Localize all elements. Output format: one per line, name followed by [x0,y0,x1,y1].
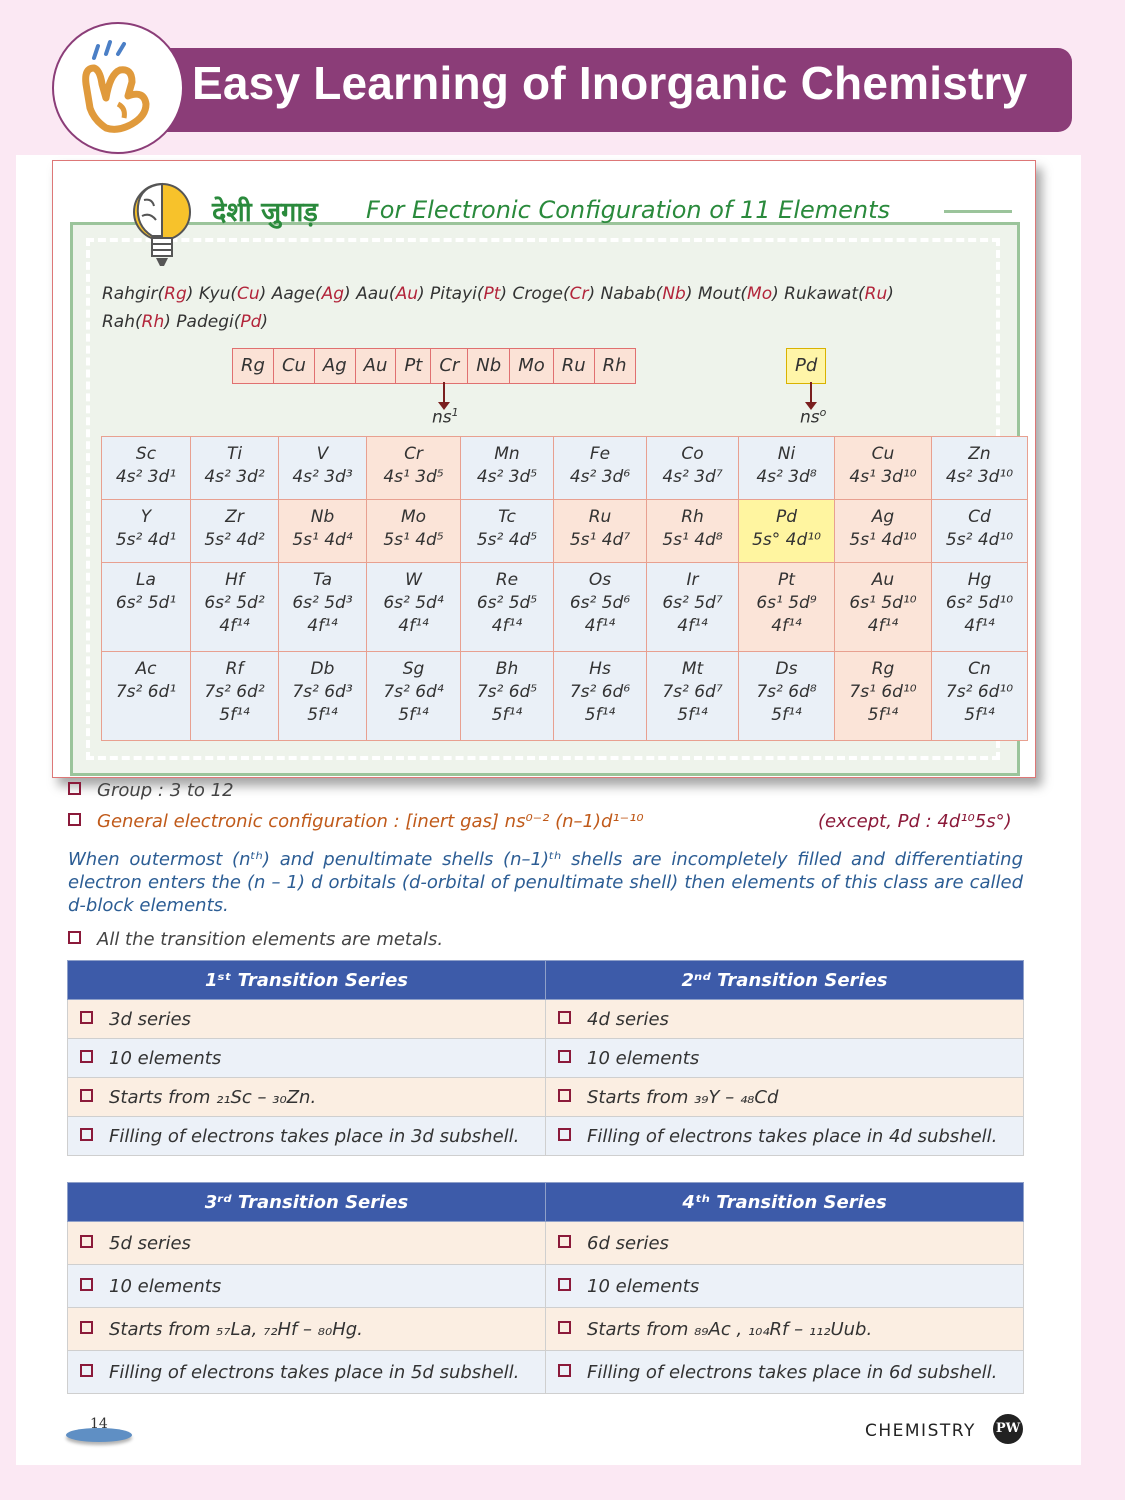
element-cell [554,563,647,652]
element-inner: 4f¹⁴ [219,616,250,636]
mnemonic-word: Croge [512,284,563,304]
mnemonic-word: Mout [697,284,741,304]
mnemonic-element: Ru [864,284,888,304]
element-conf: 7s² 6d² [204,682,265,702]
element-sym: Fe [589,444,611,464]
bullet-general-config: General electronic configuration : [inert gas] ns⁰⁻² (n–1)d¹⁻¹⁰ [68,811,644,832]
element-conf: 6s² 5d¹ [115,593,177,613]
element-inner: 5f¹⁴ [307,705,338,725]
series-text: 10 elements [587,1275,700,1297]
element-sym: Rh [681,507,704,527]
checkbox-icon [80,1235,93,1248]
element-cell [279,652,367,741]
series-cell [68,1000,546,1039]
element-sym: Mt [681,659,704,679]
series-text: 10 elements [109,1275,222,1297]
strip-element: Pt [396,349,431,383]
element-cell [932,500,1028,563]
element-cell [191,652,279,741]
ns0-element-strip [786,348,826,382]
trick-hindi-heading: देशी जुगाड़ [212,197,318,228]
element-sym: Ni [777,444,796,464]
checkbox-icon [558,1011,571,1024]
element-cell [102,500,191,563]
element-cell [554,500,647,563]
element-cell [191,500,279,563]
mnemonic-element: Mo [747,284,773,304]
strip-element: Rh [595,349,635,383]
element-sym: Ti [226,444,243,464]
mnemonic-word: Aage [271,284,315,304]
subject-label: CHEMISTRY [865,1421,976,1441]
series-cell [546,1351,1024,1394]
series-cell [546,1039,1024,1078]
mnemonic-word: Aau [356,284,389,304]
element-cell [102,563,191,652]
checkbox-icon [558,1128,571,1141]
element-conf: 6s² 5d² [204,593,265,613]
series-text: 5d series [109,1232,191,1254]
hand-logo-icon [52,22,184,154]
checkbox-icon [68,931,81,944]
element-cell [932,437,1028,500]
mnemonic-element: Rh [141,312,165,332]
series-cell [546,1222,1024,1265]
series-text: Filling of electrons takes place in 5d subshell. [109,1361,520,1383]
element-conf: 5s² 4d¹ [115,530,177,550]
element-conf: 7s¹ 6d¹⁰ [849,682,917,702]
series-text: 3d series [109,1008,191,1030]
series-cell [68,1222,546,1265]
checkbox-icon [80,1278,93,1291]
mnemonic-element: Au [395,284,418,304]
series-cell [546,1308,1024,1351]
element-conf: 4s² 3d⁶ [569,467,631,487]
element-cell [279,500,367,563]
series-text: 10 elements [109,1047,222,1069]
checkbox-icon [80,1089,93,1102]
checkbox-icon [80,1011,93,1024]
element-inner: 4f¹⁴ [584,616,616,636]
element-cell [279,437,367,500]
element-conf: 5s¹ 4d⁵ [383,530,444,550]
element-cell [102,652,191,741]
d-block-definition: When outermost (nᵗʰ) and penultimate shells (n–1)ᵗʰ shells are incompletely filled and differentiating electron enters the (n – 1) d orbitals (d-orbital of penultimate shell) then elements of this class are called d-block elements. [68,849,1023,916]
mnemonic-line-1: Rahgir(Rg) Kyu(Cu) Aage(Ag) Aau(Au) Pitayi(Pt) Croge(Cr) Nabab(Nb) Mout(Mo) Rukawat(Ru) [102,284,894,304]
element-inner: 4f¹⁴ [307,616,338,636]
transition-series-table-3-4 [67,1182,1024,1394]
series-header: 2ⁿᵈ Transition Series [546,961,1024,1000]
strip-element: Cr [431,349,468,383]
element-sym: Bh [495,659,519,679]
transition-series-table-1-2 [67,960,1024,1156]
element-cell [554,437,647,500]
series-text: Filling of electrons takes place in 3d subshell. [109,1125,520,1147]
element-conf: 4s² 3d⁷ [662,467,723,487]
ns1-element-strip [232,348,636,384]
element-cell [647,500,739,563]
element-inner: 4f¹⁴ [677,616,708,636]
element-inner: 4f¹⁴ [964,616,995,636]
element-conf: 6s² 5d⁵ [476,593,538,613]
series-text: Starts from ₃₉Y – ₄₈Cd [587,1086,779,1108]
strip-element: Pd [786,348,826,384]
element-inner: 5f¹⁴ [584,705,616,725]
checkbox-icon [558,1089,571,1102]
mnemonic-word: Rahgir [102,284,158,304]
series-cell [68,1039,546,1078]
element-cell [739,652,835,741]
element-conf: 7s² 6d⁸ [756,682,817,702]
mnemonic-word: Padegi [176,312,234,332]
element-conf: 4s² 3d⁸ [756,467,817,487]
checkbox-icon [68,782,81,795]
bullet-group: Group : 3 to 12 [68,780,234,801]
element-sym: Ac [135,659,157,679]
checkbox-icon [80,1364,93,1377]
mnemonic-element: Nb [662,284,686,304]
mnemonic-element: Cu [236,284,260,304]
element-sym: Co [681,444,704,464]
element-sym: V [316,444,329,464]
checkbox-icon [558,1364,571,1377]
checkbox-icon [68,813,81,826]
element-cell [191,563,279,652]
mnemonic-element: Ag [321,284,345,304]
element-cell [835,437,932,500]
strip-element: Ag [315,349,356,383]
series-cell [546,1117,1024,1156]
element-conf: 7s² 6d⁴ [383,682,444,702]
element-sym: Ds [775,659,798,679]
series-cell [546,1000,1024,1039]
series-cell [68,1265,546,1308]
element-conf: 6s² 5d⁷ [662,593,723,613]
element-conf: 6s² 5d⁶ [569,593,631,613]
element-conf: 5s² 4d⁵ [476,530,538,550]
element-cell [647,437,739,500]
element-sym: Cn [968,659,991,679]
element-conf: 7s² 6d¹⁰ [945,682,1014,702]
mnemonic-element: Cr [569,284,589,304]
element-cell [367,500,461,563]
series-header: 1ˢᵗ Transition Series [68,961,546,1000]
checkbox-icon [558,1278,571,1291]
element-cell [367,652,461,741]
element-sym: Hf [225,570,244,590]
element-cell [835,652,932,741]
title-rule-left [72,222,106,225]
element-sym: Pd [775,507,798,527]
strip-element: Ru [554,349,595,383]
element-inner: 5f¹⁴ [867,705,899,725]
page-number: 14 [90,1416,108,1432]
series-text: Starts from ₅₇La, ₇₂Hf – ₈₀Hg. [109,1318,363,1340]
ns1-arrow [443,382,445,404]
element-sym: Ag [871,507,895,527]
mnemonic-line-2: Rah(Rh) Padegi(Pd) [102,312,269,332]
series-header: 4ᵗʰ Transition Series [546,1183,1024,1222]
series-cell [68,1078,546,1117]
mnemonic-word: Kyu [198,284,231,304]
element-inner: 4f¹⁴ [771,616,802,636]
page-title: Easy Learning of Inorganic Chemistry [192,57,1028,109]
element-cell [647,563,739,652]
element-sym: Au [871,570,895,590]
element-cell [461,563,554,652]
ns1-label: $ns^1$ [432,406,459,428]
element-cell [367,563,461,652]
element-conf: 7s² 6d³ [292,682,353,702]
mnemonic-element: Pt [483,284,501,304]
element-sym: Rg [871,659,895,679]
mnemonic-element: Pd [240,312,262,332]
element-cell [461,500,554,563]
ns0-arrow [810,382,812,404]
series-cell [68,1117,546,1156]
mnemonic-text [102,280,982,336]
series-text: Starts from ₈₉Ac , ₁₀₄Rf – ₁₁₂Uub. [587,1318,873,1340]
element-inner: 5f¹⁴ [964,705,995,725]
element-cell [739,563,835,652]
mnemonic-word: Pitayi [430,284,477,304]
bullet-metals: All the transition elements are metals. [68,929,443,950]
element-conf: 5s² 4d² [204,530,265,550]
element-inner: 5f¹⁴ [491,705,523,725]
element-inner: 4f¹⁴ [398,616,429,636]
element-sym: Sc [135,444,157,464]
element-conf: 6s¹ 5d¹⁰ [849,593,917,613]
element-conf: 7s² 6d⁷ [662,682,723,702]
element-sym: Cu [871,444,895,464]
element-sym: Zn [968,444,991,464]
element-sym: Hg [967,570,992,590]
element-cell [554,652,647,741]
element-sym: Cr [404,444,423,464]
ns0-label: $ns^o$ [800,406,827,428]
element-inner: 5f¹⁴ [771,705,802,725]
element-inner: 5f¹⁴ [677,705,708,725]
element-cell [932,563,1028,652]
mnemonic-element: Rg [164,284,187,304]
element-conf: 4s¹ 3d⁵ [383,467,444,487]
checkbox-icon [80,1321,93,1334]
series-cell [68,1351,546,1394]
element-cell [461,437,554,500]
element-conf: 5s¹ 4d⁴ [292,530,353,550]
element-sym: Pt [778,570,795,590]
element-conf: 4s² 3d¹ [115,467,177,487]
element-conf: 4s² 3d² [204,467,265,487]
brain-bulb-icon [122,176,202,276]
element-sym: Cd [968,507,991,527]
strip-element: Au [356,349,397,383]
element-inner: 5f¹⁴ [398,705,429,725]
element-sym: Zr [225,507,244,527]
series-text: 6d series [587,1232,669,1254]
mnemonic-word: Nabab [600,284,656,304]
element-inner: 5f¹⁴ [219,705,250,725]
trick-title: For Electronic Configuration of 11 Elements [366,196,891,224]
strip-element: Nb [468,349,510,383]
series-text: 4d series [587,1008,669,1030]
series-text: Starts from ₂₁Sc – ₃₀Zn. [109,1086,317,1108]
checkbox-icon [558,1321,571,1334]
element-sym: Ir [686,570,699,590]
element-cell [835,500,932,563]
strip-element: Rg [233,349,274,383]
element-conf: 4s² 3d¹⁰ [945,467,1014,487]
element-sym: Ru [588,507,612,527]
element-cell [461,652,554,741]
element-conf: 4s² 3d³ [292,467,353,487]
element-conf: 5s¹ 4d⁸ [662,530,723,550]
element-sym: Hs [589,659,611,679]
element-conf: 5s¹ 4d¹⁰ [849,530,917,550]
title-rule-right [944,210,1012,213]
checkbox-icon [558,1050,571,1063]
element-inner: 4f¹⁴ [867,616,899,636]
mnemonic-word: Rukawat [784,284,858,304]
series-text: Filling of electrons takes place in 6d subshell. [587,1361,998,1383]
element-sym: Nb [310,507,335,527]
element-cell [279,563,367,652]
series-cell [546,1078,1024,1117]
series-cell [68,1308,546,1351]
element-sym: Ta [312,570,333,590]
element-sym: Sg [402,659,425,679]
d-block-configuration-table [101,436,1028,741]
element-cell [739,500,835,563]
element-cell [102,437,191,500]
element-conf: 7s² 6d¹ [115,682,177,702]
element-conf: 7s² 6d⁵ [476,682,538,702]
element-sym: La [136,570,156,590]
element-sym: Re [495,570,519,590]
element-conf: 5s² 4d¹⁰ [945,530,1014,550]
pw-logo: PW [993,1414,1023,1444]
mnemonic-word: Rah [102,312,136,332]
series-text: Filling of electrons takes place in 4d subshell. [587,1125,998,1147]
element-sym: Rf [225,659,244,679]
element-conf: 6s¹ 5d⁹ [756,593,817,613]
strip-element: Cu [274,349,315,383]
series-text: 10 elements [587,1047,700,1069]
strip-element: Mo [510,349,554,383]
element-conf: 6s² 5d³ [292,593,353,613]
element-sym: Os [588,570,612,590]
element-conf: 7s² 6d⁶ [569,682,631,702]
element-conf: 4s¹ 3d¹⁰ [849,467,917,487]
element-sym: Y [140,507,152,527]
checkbox-icon [80,1128,93,1141]
element-cell [932,652,1028,741]
element-cell [647,652,739,741]
element-sym: Tc [498,507,516,527]
series-header: 3ʳᵈ Transition Series [68,1183,546,1222]
element-inner: 4f¹⁴ [491,616,523,636]
element-sym: Mn [494,444,520,464]
checkbox-icon [558,1235,571,1248]
checkbox-icon [80,1050,93,1063]
element-cell [367,437,461,500]
element-cell [191,437,279,500]
element-cell [739,437,835,500]
element-cell [835,563,932,652]
pd-exception: (except, Pd : 4d¹⁰5s°) [818,811,1012,832]
element-sym: W [405,570,422,590]
series-cell [546,1265,1024,1308]
element-conf: 5s° 4d¹⁰ [752,530,821,550]
element-conf: 6s² 5d⁴ [383,593,444,613]
element-sym: Db [310,659,335,679]
element-conf: 5s¹ 4d⁷ [569,530,631,550]
element-conf: 6s² 5d¹⁰ [945,593,1014,613]
element-sym: Mo [400,507,427,527]
element-conf: 4s² 3d⁵ [476,467,538,487]
